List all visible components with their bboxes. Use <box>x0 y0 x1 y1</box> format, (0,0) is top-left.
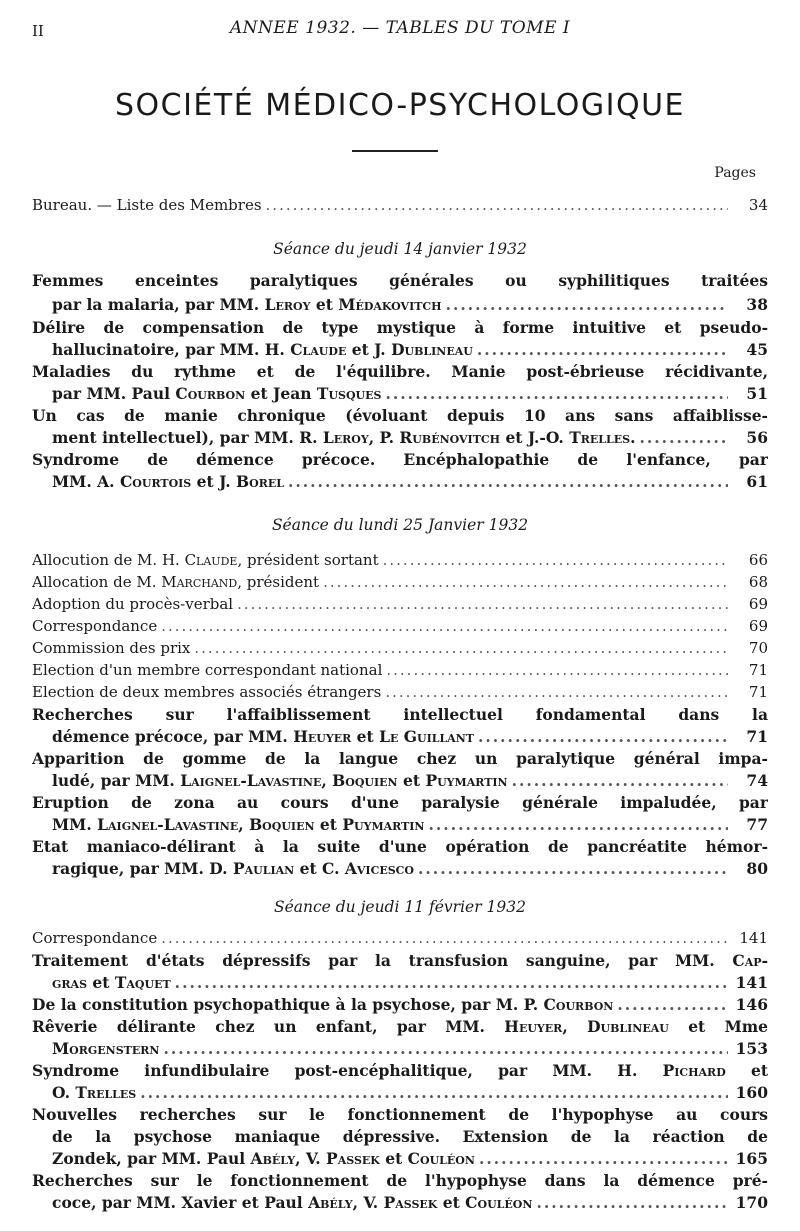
toc-entry-line: Election de deux membres associés étrangers ..... 71 <box>32 683 768 705</box>
dot-leader <box>477 340 728 359</box>
toc-entry-line: MM. Laignel-Lavastine, Boquien et Puymartin ..... 77 <box>52 815 768 837</box>
toc-entry-line: Rêverie délirante chez un enfant, par MM. Heuyer, Dublineau et Mme <box>32 1017 768 1036</box>
page-number: 141 <box>739 929 768 947</box>
page-number: 71 <box>748 661 768 679</box>
session-heading-11-fevrier: Séance du jeudi 11 février 1932 <box>273 898 527 916</box>
dot-leader <box>323 573 728 591</box>
toc-entry-line: de la psychose maniaque dépressive. Extension de la réaction de <box>52 1127 768 1146</box>
dot-leader <box>429 815 729 834</box>
page-number: 160 <box>735 1083 768 1102</box>
dot-leader <box>194 639 728 657</box>
running-header <box>0 18 800 42</box>
page-number: 45 <box>746 340 768 359</box>
page-number: 153 <box>735 1039 768 1058</box>
dot-leader <box>386 661 728 679</box>
page-number: 70 <box>748 639 768 657</box>
page-number: 69 <box>748 595 768 613</box>
toc-entry-line: Syndrome de démence précoce. Encéphalopathie de l'enfance, par <box>32 450 768 469</box>
title-rule <box>352 150 438 152</box>
dot-leader <box>418 859 728 878</box>
dot-leader <box>479 1149 728 1168</box>
page-number: 51 <box>746 384 768 403</box>
toc-entry-line: démence précoce, par MM. Heuyer et Le Guillant ..... 71 <box>52 727 768 749</box>
dot-leader <box>512 771 728 790</box>
page-number: 146 <box>735 995 768 1014</box>
toc-entry-line: ludé, par MM. Laignel-Lavastine, Boquien et Puymartin ..... 74 <box>52 771 768 793</box>
dot-leader <box>175 973 728 992</box>
dot-leader <box>536 1193 728 1212</box>
toc-entry-line: Traitement d'états dépressifs par la transfusion sanguine, par MM. Cap- <box>32 951 768 970</box>
dot-leader <box>288 472 728 491</box>
page-number: 66 <box>748 551 768 569</box>
dot-leader <box>266 196 728 214</box>
dot-leader <box>385 384 728 403</box>
dot-leader <box>639 428 728 447</box>
toc-entry-line: Recherches sur le fonctionnement de l'hypophyse dans la démence pré- <box>32 1171 768 1190</box>
toc-entry-line: ragique, par MM. D. Paulian et C. Avicesco ..... 80 <box>52 859 768 881</box>
toc-entry-line: Election d'un membre correspondant national ..... 71 <box>32 661 768 683</box>
toc-entry-line: ment intellectuel), par MM. R. Leroy, P. Rubénovitch et J.-O. Trelles. ..... 56 <box>52 428 768 450</box>
dot-leader <box>617 995 728 1014</box>
page-number: 56 <box>746 428 768 447</box>
toc-entry-line: par la malaria, par MM. Leroy et Médakovitch ..... 38 <box>52 295 768 317</box>
toc-entry-line: Apparition de gomme de la langue chez un paralytique général impa- <box>32 749 768 768</box>
dot-leader <box>140 1083 728 1102</box>
toc-entry-line: Femmes enceintes paralytiques générales ou syphilitiques traitées <box>32 271 768 290</box>
page-number: 71 <box>746 727 768 746</box>
toc-entry-line: Délire de compensation de type mystique à forme intuitive et pseudo- <box>32 318 768 337</box>
running-title: ANNEE 1932. — TABLES DU TOME I <box>229 18 571 38</box>
pages-column-label: Pages <box>714 165 756 181</box>
dot-leader <box>385 683 728 701</box>
session-heading-25-janvier: Séance du lundi 25 Janvier 1932 <box>271 516 529 534</box>
toc-entry-line: Correspondance ..... 141 <box>32 929 768 951</box>
dot-leader <box>446 295 728 314</box>
toc-entry-line: coce, par MM. Xavier et Paul Abély, V. Passek et Couléon ..... 170 <box>52 1193 768 1215</box>
page-number: 165 <box>735 1149 768 1168</box>
page-number: 77 <box>746 815 768 834</box>
toc-entry-line: Correspondance ..... 69 <box>32 617 768 639</box>
toc-entry-line: gras et Taquet ..... 141 <box>52 973 768 995</box>
toc-entry-bureau: Bureau. — Liste des Membres ..... 34 <box>32 196 768 218</box>
toc-entry-line: Allocution de M. H. Claude, président sortant ..... 66 <box>32 551 768 573</box>
toc-entry-line: Eruption de zona au cours d'une paralysie générale impaludée, par <box>32 793 768 812</box>
toc-entry-line: O. Trelles ..... 160 <box>52 1083 768 1105</box>
toc-entry-line: Maladies du rythme et de l'équilibre. Manie post-ébrieuse récidivante, <box>32 362 768 381</box>
page-folio: II <box>32 22 44 40</box>
toc-entry-line: Un cas de manie chronique (évoluant depuis 10 ans sans affaiblisse- <box>32 406 768 425</box>
toc-entry-line: Morgenstern ..... 153 <box>52 1039 768 1061</box>
toc-entry-line: Syndrome infundibulaire post-encéphalitique, par MM. H. Pichard et <box>32 1061 768 1080</box>
page-number: 71 <box>748 683 768 701</box>
toc-entry-line: De la constitution psychopathique à la psychose, par M. P. Courbon ..... 146 <box>32 995 768 1017</box>
page-number: 74 <box>746 771 768 790</box>
page-number: 68 <box>748 573 768 591</box>
page-number: 69 <box>748 617 768 635</box>
page-number: 170 <box>735 1193 768 1212</box>
dot-leader <box>383 551 728 569</box>
page-number: 34 <box>748 196 768 214</box>
toc-entry-line: Commission des prix ..... 70 <box>32 639 768 661</box>
dot-leader <box>478 727 728 746</box>
dot-leader <box>161 929 728 947</box>
dot-leader <box>237 595 728 613</box>
toc-entry-line: Recherches sur l'affaiblissement intellectuel fondamental dans la <box>32 705 768 724</box>
toc-entry-line: Adoption du procès-verbal ..... 69 <box>32 595 768 617</box>
page-number: 61 <box>746 472 768 491</box>
session-heading-14-janvier: Séance du jeudi 14 janvier 1932 <box>273 240 527 258</box>
toc-entry-line: par MM. Paul Courbon et Jean Tusques ..... 51 <box>52 384 768 406</box>
page-number: 38 <box>746 295 768 314</box>
toc-entry-line: MM. A. Courtois et J. Borel ..... 61 <box>52 472 768 494</box>
page-number: 80 <box>746 859 768 878</box>
toc-entry-line: Nouvelles recherches sur le fonctionnement de l'hypophyse au cours <box>32 1105 768 1124</box>
toc-entry-line: hallucinatoire, par MM. H. Claude et J. Dublineau ..... 45 <box>52 340 768 362</box>
page-number: 141 <box>735 973 768 992</box>
page-title: SOCIÉTÉ MÉDICO-PSYCHOLOGIQUE <box>114 88 686 123</box>
toc-entry-line: Etat maniaco-délirant à la suite d'une opération de pancréatite hémor- <box>32 837 768 856</box>
dot-leader <box>161 617 728 635</box>
toc-entry-line: Zondek, par MM. Paul Abély, V. Passek et Couléon ..... 165 <box>52 1149 768 1171</box>
toc-entry-line: Allocation de M. Marchand, président ..... 68 <box>32 573 768 595</box>
dot-leader <box>163 1039 728 1058</box>
